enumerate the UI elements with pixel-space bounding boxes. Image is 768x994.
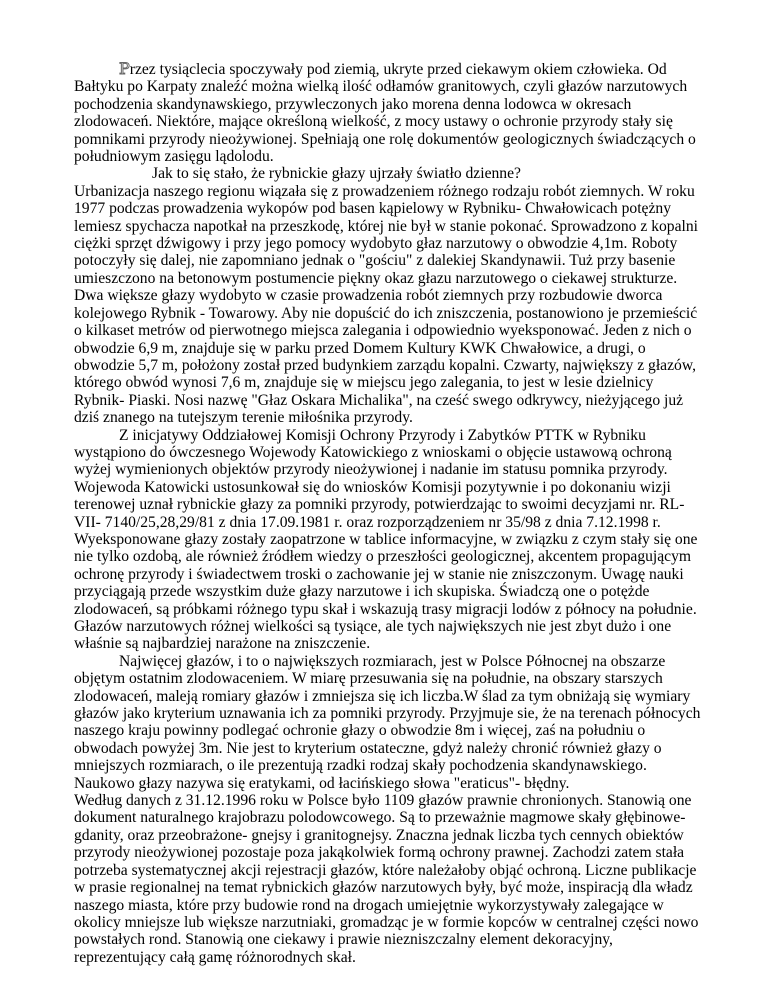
intro-text: rzez tysiąclecia spoczywały pod ziemią, ukryte przed ciekawym okiem człowieka. Od Bałtyku po Karpaty znaleźć można wielką ilość odłamów granitowych, czyli głazów narzutowych pochodzenia skandynawskiego, przywleczonych jako morena denna lodowca w okresach zlodowaceń. Niektóre, mające określoną wielkość, z mocy ustawy o ochronie przyrody stały się pomnikami przyrody nieożywionej. Spełniają one rolę dokumentów geologicznych świadczących o południowym zasięgu lądolodu. bbox=[74, 61, 696, 166]
document-page bbox=[74, 60, 706, 966]
decorative-initial: P bbox=[119, 59, 130, 78]
urbanizacja-paragraph: Urbanizacja naszego regionu wiązała się z prowadzeniem różnego rodzaju robót ziemnych. W roku 1977 podczas prowadzenia wykopów pod basen kąpielowy w Rybniku- Chwałowicach potężny lemiesz spychacza napotkał na przeszkodę, której nie był w stanie pokonać. Sprowadzono z kopalni ciężki sprzęt dźwigowy i przy jego pomocy wydobyto głaz narzutowy o obwodzie 4,1m. Roboty potoczyły się dalej, nie zapomniano jednak o "gościu" z dalekiej Skandynawii. Tuż przy basenie umieszczono na betonowym postumencie piękny okaz głazu narzutowego o ciekawej strukturze. Dwa większe głazy wydobyto w czasie prowadzenia robót ziemnych przy rozbudowie dworca kolejowego Rybnik - Towarowy. Aby nie dopuścić do ich zniszczenia, postanowiono je przemieścić o kilkaset metrów od pierwotnego miejsca zalegania i odpowiednio wyeksponować. Jeden z nich o obwodzie 6,9 m, znajduje się w parku przed Domem Kultury KWK Chwałowice, a drugi, o obwodzie 5,7 m, położony został przed budynkiem zarządu kopalni. Czwarty, największy z głazów, którego obwód wynosi 7,6 m, znajduje się w miejscu jego zalegania, to jest w lesie dzielnicy Rybnik- Piaski. Nosi nazwę "Głaz Oskara Michalika", na cześć swego odkrywcy, nieżyjącego już dziś znanego na tutejszym terenie miłośnika przyrody. bbox=[74, 182, 698, 427]
wedlug-paragraph: Według danych z 31.12.1996 roku w Polsce było 1109 głazów prawnie chronionych. Stanowią one dokument naturalnego krajobrazu polodowcowego. Są to przeważnie magmowe skały głębinowe- gdanity, oraz przeobrażone- gnejsy i granitognejsy. Znaczna jednak liczba tych cennych obiektów przyrody nieożywionej pozostaje poza jakąkolwiek formą ochrony prawnej. Zachodzi zatem stała potrzeba systematycznej akcji rejestracji głazów, które należałoby objąć ochroną. Liczne publikacje w prasie regionalnej na temat rybnickich głazów narzutowych były, być może, inspiracją dla władz naszego miasta, które przy budowie rond na drogach umiejętnie wykorzystywały zalegające w okolicy mniejsze lub większe narzutniaki, gromadząc je w formie kopców w centralnej części nowo powstałych rond. Stanowią one ciekawy i prawie niezniszczalny element dekoracyjny, reprezentujący całą gamę różnorodnych skał. bbox=[74, 792, 699, 966]
question-line: Jak to się stało, że rybnickie głazy ujrzały światło dzienne? bbox=[152, 165, 521, 183]
intro-paragraph bbox=[74, 60, 706, 165]
najwiecej-paragraph: Najwięcej głazów, i to o największych rozmiarach, jest w Polsce Północnej na obszarze objętym ostatnim zlodowaceniem. W miarę przesuwania się na południe, na obszary starszych zlodowaceń, maleją romiary głazów i zmniejsza się ich liczba.W ślad za tym obniżają się wymiary głazów jako kryterium uznawania ich za pomniki przyrody. Przyjmuje sie, że na terenach północych naszego kraju powinny podlegać ochronie głazy o obwodzie 8m i więcej, zaś na południu o obwodach powyżej 3m. Nie jest to kryterium ostateczne, gdyż należy chronić również głazy o mniejszych rozmiarach, o ile prezentują rzadki rodzaj skały pochodzenia skandynawskiego. Naukowo głazy nazywa się eratykami, od łacińskiego słowa "eraticus"- błędny. bbox=[74, 652, 701, 792]
inicjatywa-paragraph: Z inicjatywy Oddziałowej Komisji Ochrony Przyrody i Zabytków PTTK w Rybniku wystąpiono do ówczesnego Wojewody Katowickiego z wnioskami o objęcie ustawową ochroną wyżej wymienionych objektów przyrody nieożywionej i nadanie im statusu pomnika przyrody. Wojewoda Katowicki ustosunkował się do wniosków Komisji pozytywnie i po dokonaniu wizji terenowej uznał rybnickie głazy za pomniki przyrody, potwierdzając to swoimi decyzjami nr. RL-VII- 7140/25,28,29/81 z dnia 17.09.1981 r. oraz rozporządzeniem nr 35/98 z dnia 7.12.1998 r. Wyeksponowane głazy zostały zaopatrzone w tablice informacyjne, w związku z czym stały się one nie tylko ozdobą, ale również źródłem wiedzy o przeszłości geologicznej, akcentem propagującym ochronę przyrody i świadectwem troski o zachowanie jej w stanie nie zniszczonym. Uwagę nauki przyciągają przede wszystkim duże głazy narzutowe i ich skupiska. Świadczą one o potężde zlodowaceń, są próbkami różnego typu skał i wskazują trasy migracji lodów z północy na południe. Głazów narzutowych różnej wielkości są tysiące, ale tych największych nie jest zbyt dużo i one właśnie są najbardziej narażone na zniszczenie. bbox=[74, 426, 698, 653]
